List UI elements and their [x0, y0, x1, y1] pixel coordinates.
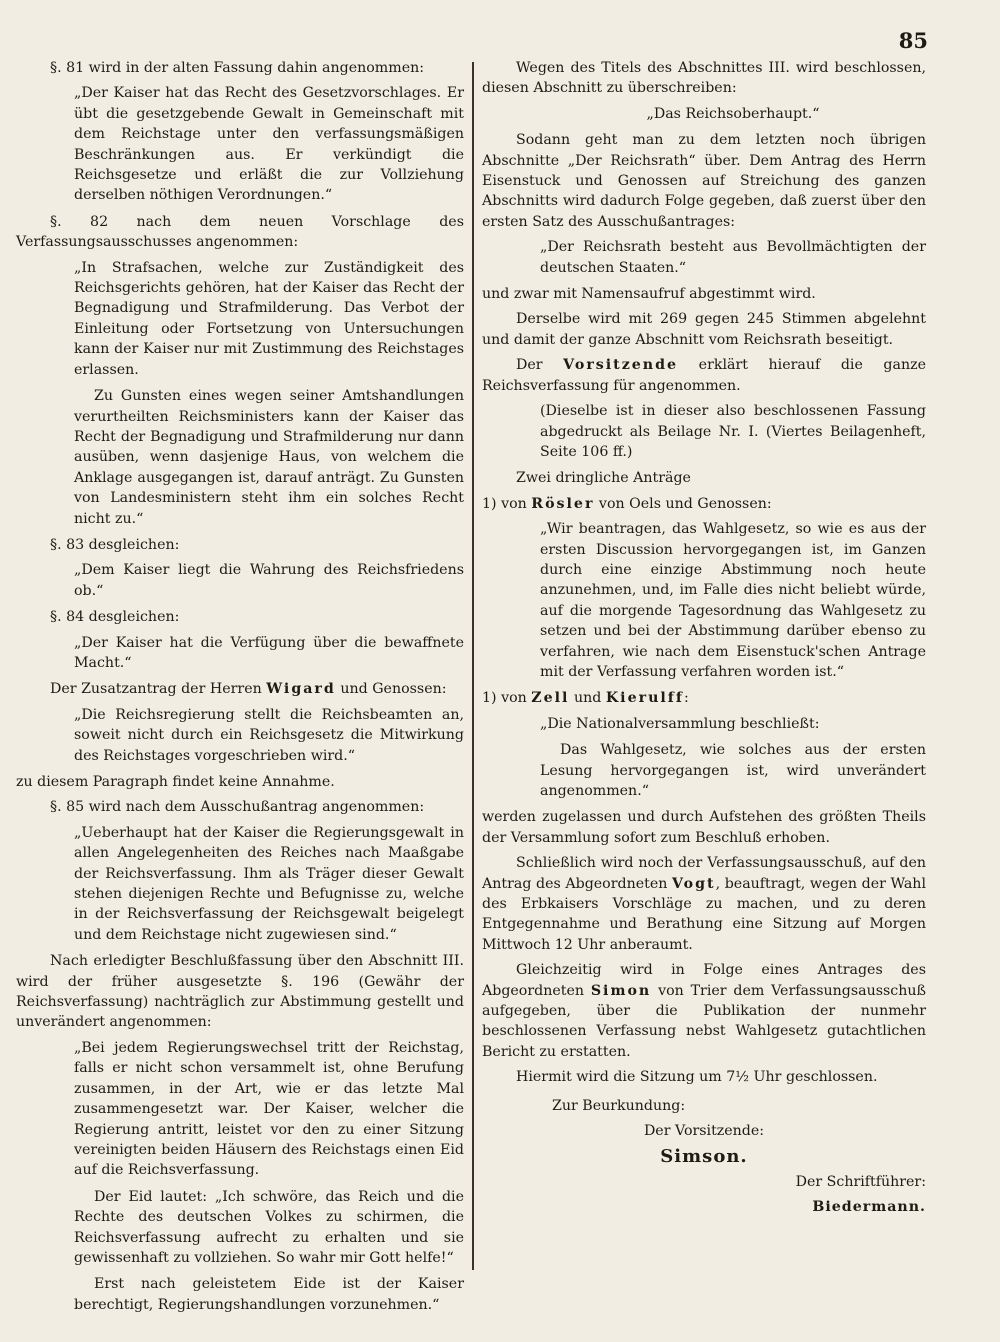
paragraph: Sodann geht man zu dem letzten noch übrigen Abschnitte „Der Reichsrath“ über. Dem Antrag des Herrn Eisenstuck und Genossen auf Streichung des ganzen Abschnitts wird dadurch Folge gegeben, daß zuerst über den ersten Satz des Ausschußantrages:: [482, 132, 926, 230]
left-column: [16, 58, 464, 1321]
page-number: 85: [898, 28, 928, 53]
column-divider: [472, 62, 474, 1270]
paragraph: [482, 688, 926, 708]
certification-label: Zur Beurkundung:: [552, 1097, 686, 1114]
paragraph: Hiermit wird die Sitzung um 7½ Uhr geschlossen.: [516, 1069, 878, 1086]
text: erklärt hierauf die ganze Reichsverfassung für angenommen.: [482, 357, 926, 394]
person-name: Rösler: [531, 495, 595, 512]
person-name: Vorsitzende: [563, 357, 679, 374]
paragraph: und zwar mit Namensaufruf abgestimmt wird.: [482, 286, 816, 303]
paragraph: [482, 853, 926, 955]
paragraph: Derselbe wird mit 269 gegen 245 Stimmen abgelehnt und damit der ganze Abschnitt vom Reichsrath beseitigt.: [482, 311, 926, 348]
note: (Dieselbe ist in dieser also beschlossenen Fassung abgedruckt als Beilage Nr. I. (Viertes Beilagenheft, Seite 106 ff.): [540, 403, 926, 460]
text: und: [569, 690, 606, 707]
quote: „Wir beantragen, das Wahlgesetz, so wie es aus der ersten Discussion hervorgegangen ist, im Ganzen durch eine einzige Abstimmung noch heute anzunehmen, und, im Falle dies nicht beliebt würde, auf die morgende Tagesordnung das Wahlgesetz zu setzen und bei der Abstimmung darüber ebenso zu verfahren, wie nach dem Eisenstuck'schen Antrage mit der Verfassung verfahren worden ist.“: [540, 521, 926, 680]
quote: „Dem Kaiser liegt die Wahrung des Reichsfriedens ob.“: [74, 562, 464, 599]
text: Der Zusatzantrag der Herren: [50, 681, 267, 698]
text: Schließlich wird noch der Verfassungsausschuß, auf den Antrag des Abgeordneten: [482, 855, 926, 892]
quote: „Die Reichsregierung stellt die Reichsbeamten an, soweit nicht durch ein Reichsgesetz die Mitwirkung des Reichstages vorgeschrieben wird.“: [74, 706, 464, 764]
text: Gleichzeitig wird in Folge eines Antrages des Abgeordneten: [482, 962, 926, 999]
quote: „Die Nationalversammlung beschließt:: [540, 715, 820, 732]
person-name: Vogt: [671, 875, 716, 892]
person-name: Wigard: [266, 681, 336, 698]
paragraph: [482, 960, 926, 1062]
paragraph: werden zugelassen und durch Aufstehen des größten Theils der Versammlung sofort zum Beschluß erhoben.: [482, 809, 926, 846]
paragraph: §. 84 desgleichen:: [50, 609, 180, 626]
text: 1) von: [482, 495, 532, 512]
person-name: Simon: [590, 982, 652, 999]
paragraph: [16, 679, 464, 699]
paragraph: §. 82 nach dem neuen Vorschlage des Verfassungsausschusses angenommen:: [16, 213, 464, 251]
chair-signature: Simson.: [660, 1145, 748, 1167]
quote: „Der Reichsrath besteht aus Bevollmächtigten der deutschen Staaten.“: [540, 239, 926, 276]
paragraph: [482, 494, 926, 514]
text: , beauftragt, wegen der Wahl des Erbkaisers Vorschläge zu machen, und zu deren Entgegennahme und Berathung eine Sitzung auf Morgen Mittwoch 12 Uhr anberaumt.: [482, 875, 926, 953]
person-name: Kierulff: [605, 690, 684, 707]
paragraph: §. 83 desgleichen:: [50, 536, 180, 553]
text: Der: [516, 357, 564, 374]
quote: „Bei jedem Regierungswechsel tritt der Reichstag, falls er nicht schon versammelt ist, ohne Berufung zusammen, in der Art, wie er das letzte Mal zusammengesetzt war. Der Kaiser, welcher die Regierung antritt, leistet vor den zu einer Sitzung vereinigten beiden Häusern des Reichstags einen Eid auf die Reichsverfassung.: [74, 1039, 464, 1179]
secretary-label: Der Schriftführer:: [795, 1173, 926, 1190]
quote: „Der Kaiser hat die Verfügung über die bewaffnete Macht.“: [74, 634, 464, 671]
secretary-signature: Biedermann.: [812, 1199, 926, 1216]
quote: Erst nach geleistetem Eide ist der Kaiser berechtigt, Regierungshandlungen vorzunehmen.“: [74, 1276, 464, 1313]
paragraph: §. 85 wird nach dem Ausschußantrag angenommen:: [50, 799, 425, 816]
quote: Der Eid lautet: „Ich schwöre, das Reich und die Rechte des deutschen Volkes zu schirmen, die Reichsverfassung aufrecht zu erhalten und sie gewissenhaft zu vollziehen. So wahr mir Gott helfe!“: [74, 1188, 464, 1266]
text: :: [683, 690, 689, 707]
paragraph: zu diesem Paragraph findet keine Annahme.: [16, 774, 335, 790]
person-name: Zell: [531, 690, 570, 707]
quote: „Der Kaiser hat das Recht des Gesetzvorschlages. Er übt die gesetzgebende Gewalt in Gemeinschaft mit dem Reichstage unter den verfassungsmäßigen Beschränkungen aus. Er verkündigt die Reichsgesetze und erläßt die zur Vollziehung derselben nöthigen Verordnungen.“: [74, 85, 464, 204]
text: von Oels und Genossen:: [594, 495, 772, 512]
right-column: [482, 58, 926, 1223]
quote: „In Strafsachen, welche zur Zuständigkeit des Reichsgerichts gehören, hat der Kaiser das Recht der Begnadigung und Strafmilderung. Das Verbot der Einleitung oder Fortsetzung von Untersuchungen kann der Kaiser nur mit Zustimmung des Reichstages erlassen.: [74, 259, 464, 378]
quote: Das Wahlgesetz, wie solches aus der ersten Lesung hervorgegangen ist, wird unverändert angenommen.“: [540, 742, 926, 799]
quote: „Das Reichsoberhaupt.“: [646, 105, 820, 122]
paragraph: [482, 355, 926, 396]
paragraph: §. 81 wird in der alten Fassung dahin angenommen:: [50, 60, 425, 76]
chair-label: Der Vorsitzende:: [643, 1123, 765, 1140]
paragraph: Zwei dringliche Anträge: [516, 470, 691, 487]
text: und Genossen:: [335, 681, 447, 698]
quote: Zu Gunsten eines wegen seiner Amtshandlungen verurtheilten Reichsministers kann der Kaiser das Recht der Begnadigung und Strafmilderung nur dann ausüben, wenn dasjenige Haus, von welchem die Anklage ausgegangen ist, darauf anträgt. Zu Gunsten von Landesministern steht ihm ein solches Recht nicht zu.“: [74, 388, 464, 527]
quote: „Ueberhaupt hat der Kaiser die Regierungsgewalt in allen Angelegenheiten des Reiches nach Maaßgabe der Reichsverfassung. Ihm als Träger dieser Gewalt stehen diejenigen Rechte und Befugnisse zu, welche in der Reichsverfassung der Reichsgewalt beigelegt und dem Reichstage nicht zugewiesen sind.“: [74, 824, 464, 943]
text: 1) von: [482, 690, 532, 707]
paragraph: Nach erledigter Beschlußfassung über den Abschnitt III. wird der früher ausgesetzte §. 196 (Gewähr der Reichsverfassung) nachträglich zur Abstimmung gestellt und unverändert angenommen:: [16, 953, 464, 1031]
text: von Trier dem Verfassungsausschuß aufgegeben, über die Publikation der nunmehr beschlossenen Verfassung nebst Wahlgesetz gutachtlichen Bericht zu erstatten.: [482, 982, 926, 1060]
paragraph: Wegen des Titels des Abschnittes III. wird beschlossen, diesen Abschnitt zu überschreiben:: [482, 60, 926, 97]
